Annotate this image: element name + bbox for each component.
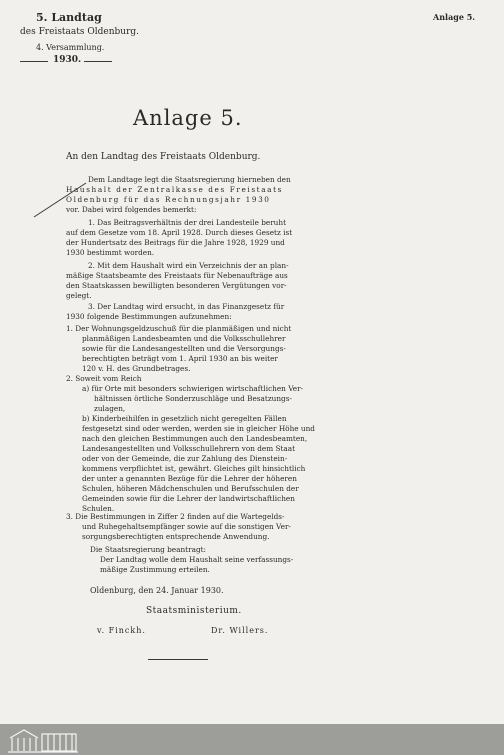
item2-head: 2. Soweit vom Reich bbox=[66, 374, 142, 383]
item2b-line-4: Landesangestellten und Volksschullehrern von dem Staat bbox=[82, 444, 296, 453]
request-line-1: Die Staatsregierung beantragt: bbox=[90, 545, 207, 554]
intro-line-4: vor. Dabei wird folgendes bemerkt: bbox=[66, 205, 197, 214]
intro-line-3: Oldenburg für das Rechnungsjahr 1930 bbox=[66, 195, 271, 204]
item1-line-5: 120 v. H. des Grundbetrages. bbox=[82, 364, 191, 373]
item3-line-1: 3. Die Bestimmungen in Ziffer 2 finden auf die Wartegelds- bbox=[66, 512, 285, 521]
place-date: Oldenburg, den 24. Januar 1930. bbox=[90, 586, 224, 595]
header-freistaat: des Freistaats Oldenburg. bbox=[20, 27, 140, 37]
item2b-line-1: b) Kinderbeihilfen in gesetzlich nicht geregelten Fällen bbox=[82, 414, 287, 423]
item-2 bbox=[66, 374, 315, 514]
intro-paragraph bbox=[66, 175, 291, 215]
paragraph-1 bbox=[66, 218, 292, 258]
paragraph-2 bbox=[66, 261, 289, 301]
intro-line-1: Dem Landtage legt die Staatsregierung hierneben den bbox=[88, 175, 291, 184]
item2b-line-3: nach den gleichen Bestimmungen auch den Landesbeamten, bbox=[82, 434, 308, 443]
header-rule-left bbox=[20, 61, 48, 62]
footer-strip bbox=[0, 724, 504, 755]
header-versammlung: 4. Versammlung. bbox=[36, 43, 105, 52]
ministry-name: Staatsministerium. bbox=[146, 606, 242, 616]
para3-line-2: 1930 folgende Bestimmungen aufzunehmen: bbox=[66, 312, 232, 321]
address-line: An den Landtag des Freistaats Oldenburg. bbox=[66, 152, 261, 162]
request-line-3: mäßige Zustimmung erteilen. bbox=[100, 565, 210, 574]
para2-line-2: mäßige Staatsbeamte des Freistaats für Nebenaufträge aus bbox=[66, 271, 288, 280]
item2b-line-10: Schulen. bbox=[82, 504, 115, 513]
signature-right: Dr. Willers. bbox=[211, 626, 269, 635]
request-block bbox=[90, 545, 293, 575]
item2b-line-5: oder von der Gemeinde, die zur Zahlung des Dienstein- bbox=[82, 454, 288, 463]
para2-line-4: gelegt. bbox=[66, 291, 92, 300]
intro-line-2: Haushalt der Zentralkasse des Freistaats bbox=[66, 185, 283, 194]
item2a-line-3: zulagen, bbox=[94, 404, 126, 413]
item1-line-3: sowie für die Landesangestellten und die Versorgungs- bbox=[82, 344, 286, 353]
item3-line-2: und Ruhegehaltsempfänger sowie auf die sonstigen Ver- bbox=[82, 522, 291, 531]
item2a-line-2: hältnissen örtliche Sonderzuschläge und Besatzungs- bbox=[94, 394, 292, 403]
para2-line-3: den Staatskassen bewilligten besonderen Vergütungen vor- bbox=[66, 281, 287, 290]
para3-line-1: 3. Der Landtag wird ersucht, in das Finanzgesetz für bbox=[88, 302, 285, 311]
request-line-2: Der Landtag wolle dem Haushalt seine verfassungs- bbox=[100, 555, 294, 564]
closing-rule bbox=[148, 659, 208, 660]
item3-line-3: sorgungsberechtigten entsprechende Anwendung. bbox=[82, 532, 270, 541]
paragraph-3 bbox=[66, 302, 284, 322]
header-rule-right bbox=[84, 61, 112, 62]
para1-line-1: 1. Das Beitragsverhältnis der drei Landesteile beruht bbox=[88, 218, 287, 227]
item2b-line-6: kommens verpflichtet ist, gewährt. Gleiches gilt hinsichtlich bbox=[82, 464, 306, 473]
para1-line-4: 1930 bestimmt worden. bbox=[66, 248, 155, 257]
item2b-line-7: der unter a genannten Bezüge für die Lehrer der höheren bbox=[82, 474, 297, 483]
item2b-line-2: festgesetzt sind oder werden, werden sie in gleicher Höhe und bbox=[82, 424, 315, 433]
signature-left: v. Finckh. bbox=[97, 626, 146, 635]
item1-line-1: 1. Der Wohnungsgeldzuschuß für die planmäßigen und nicht bbox=[66, 324, 292, 333]
header-landtag: 5. Landtag bbox=[36, 11, 102, 24]
item-1 bbox=[66, 324, 291, 374]
item2b-line-9: Gemeinden sowie für die Lehrer der landwirtschaftlichen bbox=[82, 494, 295, 503]
header-year: 1930. bbox=[53, 55, 82, 65]
item-3 bbox=[66, 512, 291, 542]
para2-line-1: 2. Mit dem Haushalt wird ein Verzeichnis der an plan- bbox=[88, 261, 289, 270]
item2b-line-8: Schulen, höheren Mädchenschulen und Berufsschulen der bbox=[82, 484, 299, 493]
para1-line-3: der Hundertsatz des Beitrags für die Jahre 1928, 1929 und bbox=[66, 238, 285, 247]
item1-line-4: berechtigten beträgt vom 1. April 1930 an bis weiter bbox=[82, 354, 278, 363]
para1-line-2: auf dem Gesetze vom 18. April 1928. Durch dieses Gesetz ist bbox=[66, 228, 293, 237]
item2a-line-1: a) für Orte mit besonders schwierigen wirtschaftlichen Ver- bbox=[82, 384, 304, 393]
header-top-right: Anlage 5. bbox=[433, 12, 476, 22]
library-building-logo bbox=[4, 726, 84, 754]
item1-line-2: planmäßigen Landesbeamten und die Volksschullehrer bbox=[82, 334, 286, 343]
anlage-title: Anlage 5. bbox=[133, 106, 243, 130]
